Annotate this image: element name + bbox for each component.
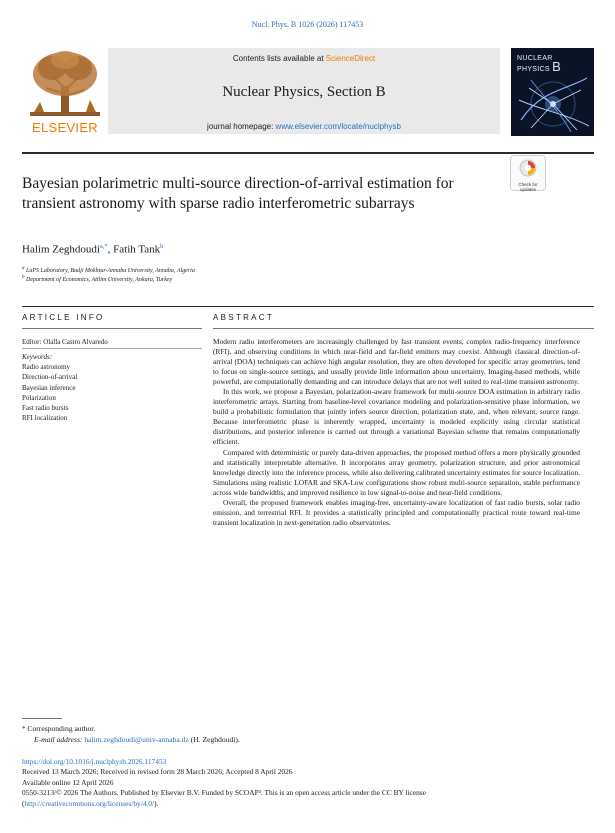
corresponding-note [22,724,240,735]
cover-letter: B [552,59,562,74]
footnote-mark: * [22,725,26,733]
abstract-paragraph: Overall, the proposed framework enables imaging-free, uncertainty-aware localization of fast radio bursts, solar radio emission, and terrestrial RFI. It provides a statistically principled and computationally practical route toward real-time transient localization in next-generation radio observatories. [213,497,580,527]
abstract-paragraph: Compared with deterministic or purely data-driven approaches, the proposed method offers a more physically grounded and statistically interpretable alternative. It incorporates array geometry, polarization structure, and prior astronomical knowledge directly into the inference process, while also delivering calibrated uncertainty estimates for source localization. Simulations using realistic LOFAR and SKA-Low configurations show robust multi-source separation, stable performance across wide bandwidths, and improved resilience in low signal-to-noise and near-field conditions. [213,447,580,497]
author-affil-marker[interactable]: a,* [99,243,108,250]
license-paren-open: ( [22,798,25,808]
cover-line2: PHYSICS [517,66,550,73]
journal-cover[interactable] [511,48,594,136]
homepage-line [108,122,500,131]
affiliation-b [22,275,172,283]
header-divider [22,152,594,154]
corresponding-text: Corresponding author. [27,724,96,733]
affil-text: Department of Economics, Atilim University, Ankara, Turkey [26,277,173,283]
info-top-divider [22,306,594,307]
publisher-name[interactable]: ELSEVIER [32,120,98,135]
abstract-divider [213,328,594,329]
license-paren-close: ). [154,798,159,808]
available-online: Available online 12 April 2026 [22,777,114,787]
keyword: Polarization [22,393,56,402]
check-badge-line2: updates [519,187,536,192]
journal-citation[interactable]: Nucl. Phys. B 1026 (2026) 117453 [251,20,364,29]
email-note [22,735,240,746]
article-footer [22,757,580,809]
author-name[interactable]: Halim Zeghdoudi [22,243,100,256]
email-owner: (H. Zeghdoudi). [188,734,240,744]
footnote [22,724,240,745]
contents-line [108,54,500,63]
cover-line1: NUCLEAR [517,55,553,62]
editor-line: Editor: Olalla Castro Alvaredo [22,338,108,346]
author-name[interactable]: Fatih Tank [113,243,161,256]
email-label: E-mail address: [34,734,83,744]
article-info-heading: ARTICLE INFO [22,313,105,322]
keyword: Fast radio bursts [22,404,69,413]
keyword: Radio astronomy [22,363,71,371]
email-link[interactable]: halim.zeghdoudi@univ-annaba.dz [84,734,189,744]
history-dates: Received 13 March 2026; Received in revised form 28 March 2026; Accepted 8 April 2026 [22,767,293,777]
doi-link[interactable]: https://doi.org/10.1016/j.nuclphysb.2026.117453 [22,757,167,766]
keywords-list [22,362,77,424]
keyword: RFI localization [22,414,68,423]
check-badge-line1: Check for [518,182,538,187]
affil-text: LaPS Laboratory, Badji Mokhtar-Annaba University, Annaba, Algeria [26,268,195,274]
info-divider [22,328,202,329]
abstract-body [213,337,580,528]
contents-prefix: Contents lists available at [232,54,326,63]
keyword: Direction-of-arrival [22,373,78,382]
homepage-link[interactable]: www.elsevier.com/locate/nuclphysb [275,122,401,131]
author-separator: , [107,243,114,256]
check-updates-icon [519,159,537,177]
author-line [22,243,163,256]
affil-marker: a [22,266,25,271]
article-title: Bayesian polarimetric multi-source direction-of-arrival estimation for transient astronomy with sparse radio interferometric subarrays [22,175,454,212]
sciencedirect-link[interactable]: ScienceDirect [325,54,376,63]
author-affil-marker[interactable]: b [160,243,164,250]
tree-icon [22,48,108,120]
license-text: 0550-3213/© 2026 The Authors. Published by Elsevier B.V. Funded by SCOAP³. This is an open access article under the CC BY license [22,788,426,798]
license-link-line [22,799,580,809]
journal-header [22,48,594,138]
footnote-divider [22,718,62,719]
keyword: Bayesian inference [22,383,76,392]
license-link[interactable]: http://creativecommons.org/licenses/by/4.0/ [24,798,155,808]
homepage-prefix: journal homepage: [207,122,276,131]
journal-banner [108,48,500,134]
keywords-label: Keywords: [22,353,53,361]
abstract-paragraph: In this work, we propose a Bayesian, polarization-aware framework for multi-source DOA estimation in arbitrary radio interferometric arrays. Starting from baseline-level covariance modeling and polarization-sensitive phase information, we build a probabilistic formulation that jointly infers source direction, polarization state, and, when relevant, source range. Because interferometric phase is inherently wrapped, uncertainty is modeled explicitly using circular statistical distributions, and posterior inference is carried out through a variational Bayesian scheme that remains computationally efficient. [213,387,580,447]
journal-title: Nuclear Physics, Section B [222,84,386,100]
check-for-updates-badge[interactable] [510,155,546,191]
editor-divider [22,348,202,349]
abstract-paragraph: Modern radio interferometers are increasingly challenged by fast transient events, complex radio-frequency interference (RFI), and observing conditions in which near-field and far-field emitters may coexist. Although classical direction-of-arrival (DOA) techniques can achieve high angular resolution, they are often developed for specific array geometries, tend to focus on single-source settings, and usually provide little information about uncertainty. Imaging-based methods, while powerful, are computationally demanding and can introduce delays that are not well suited to real-time transient astronomy. [213,337,580,387]
cover-art-icon [511,70,594,136]
affiliation-a [22,266,195,274]
abstract-heading: ABSTRACT [213,313,275,322]
affil-marker: b [22,275,25,280]
